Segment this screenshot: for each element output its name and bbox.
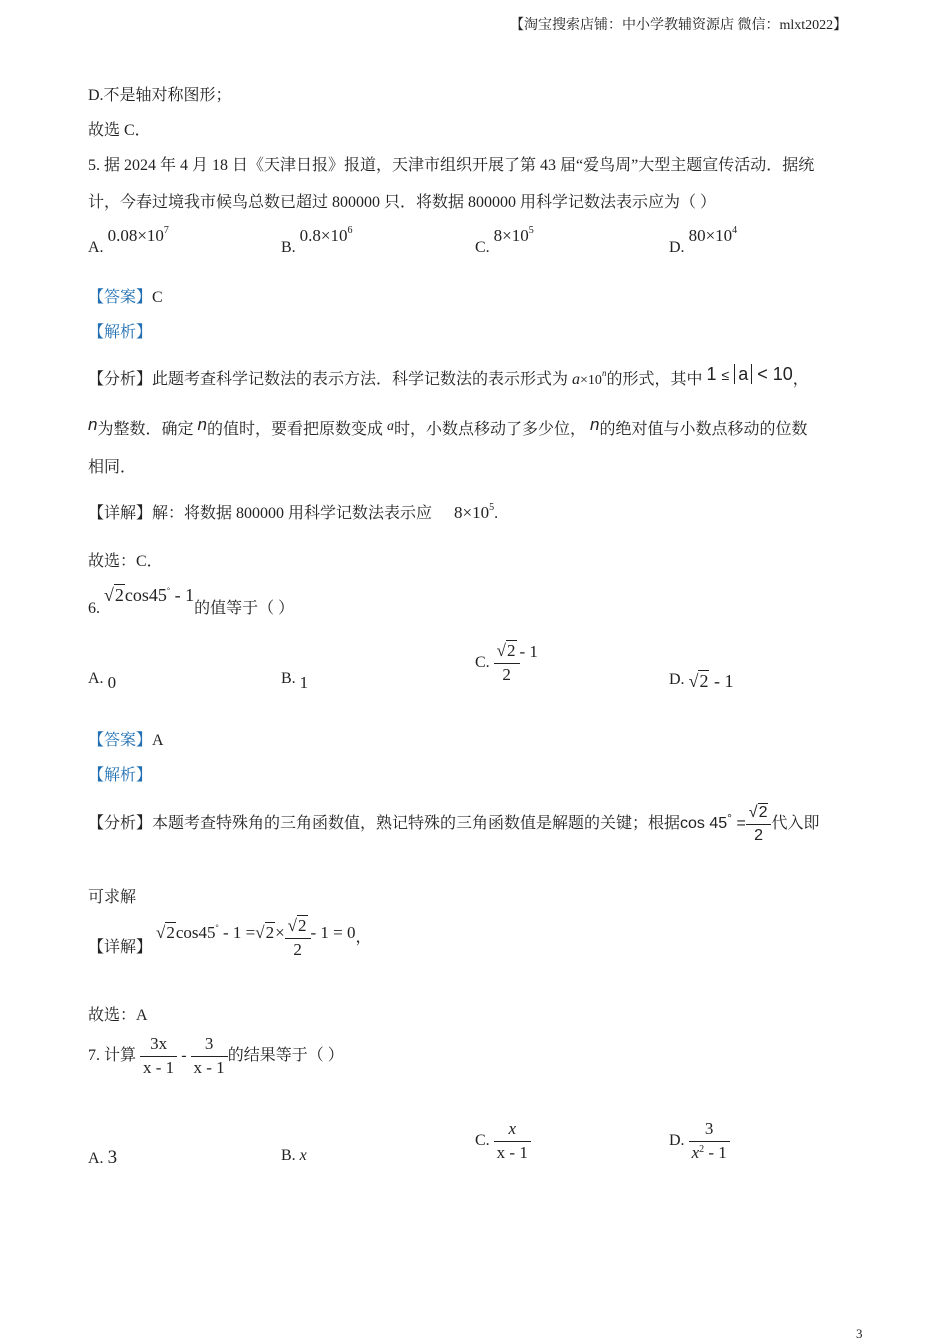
q5-fenxi-line1: 【分析】此题考查科学记数法的表示方法．科学记数法的表示形式为 $a\times 10^n$的形式，其中 1 ≤ a < 10， (88, 364, 809, 388)
q6-option-a[interactable]: A. 0 (88, 670, 117, 692)
q5-option-b-math: $0.8\times 10^6$ (299, 225, 353, 245)
q7-option-c[interactable]: C. $\frac{x}{x - 1}$ (475, 1120, 531, 1162)
q5-stem-line1: 5. 据 2024 年 4 月 18 日《天津日报》报道，天津市组织开展了第 43 届“爱鸟周”大型主题宣传活动．据统 (88, 157, 815, 174)
prev-option-d: D.不是轴对称图形； (88, 87, 232, 104)
q5-analysis-tag: 【解析】 (88, 324, 153, 341)
q7-option-d[interactable]: D. $\frac{3}{x^2 - 1}$ (669, 1120, 730, 1162)
q6-fenxi-line1: 【分析】本题考查特殊角的三角函数值，熟记特殊的三角函数值是解题的关键；根据cos 45° = $\frac{√2}{2}$ 代入即 (88, 804, 820, 844)
q7-stem: 7. 计算 $\frac{3x}{x - 1}$ - $\frac{3}{x - 1}$ 的结果等于（ ） (88, 1034, 344, 1077)
q5-stem-line2: 计，今春过境我市候鸟总数已超过 800000 只．将数据 800000 用科学记数法表示应为（ ） (88, 194, 717, 211)
q6-fenxi-line2: 可求解 (88, 889, 137, 906)
q5-select: 故选：C． (88, 553, 163, 570)
q6-answer: 【答案】A (88, 732, 164, 749)
q5-option-d-math: $80\times 10^4$ (688, 225, 738, 245)
q6-option-d[interactable]: D. √2 - 1 (669, 671, 734, 691)
q6-select: 故选：A (88, 1007, 148, 1024)
q6-analysis-tag: 【解析】 (88, 767, 153, 784)
q5-option-d[interactable]: D. $80\times 10^4$ (669, 225, 738, 256)
q5-answer: 【答案】C (88, 289, 163, 306)
q5-detail: 【详解】解：将数据 800000 用科学记数法表示应 $8\times 10^5$. (88, 502, 499, 522)
page-header: 【淘宝搜索店铺：中小学教辅资源店 微信：mlxt2022】 (510, 18, 848, 33)
q5-option-c[interactable]: C. $8\times 10^5$ (475, 225, 534, 256)
q6-detail: 【详解】 √2cos45° - 1 =√2× $\frac{√2}{2}$ - 1 = 0， (88, 916, 372, 959)
q6-option-c[interactable]: C. $\frac{√2}{2}$ - 1 (475, 641, 538, 684)
q5-option-b[interactable]: B. $0.8\times 10^6$ (281, 225, 353, 256)
q7-option-a[interactable]: A. 3 (88, 1147, 118, 1168)
q7-option-b[interactable]: B. x (281, 1147, 307, 1164)
q6-stem: 6. √2cos45° - 1的值等于（ ） (88, 585, 295, 617)
q5-fenxi-line3: 相同． (88, 459, 137, 476)
q5-option-c-math: $8\times 10^5$ (493, 225, 534, 245)
prev-select: 故选 C． (88, 122, 151, 139)
q5-option-a-math: $0.08\times 10^7$ (107, 225, 169, 245)
q5-fenxi-line2: n为整数．确定 n的值时，要看把原数变成 a时，小数点移动了多少位， n的绝对值与小数点移动的位数 (88, 415, 808, 438)
q5-option-a[interactable]: A. $0.08\times 10^7$ (88, 225, 169, 256)
page-number: 3 (856, 1326, 863, 1341)
q6-option-b[interactable]: B. 1 (281, 670, 309, 692)
